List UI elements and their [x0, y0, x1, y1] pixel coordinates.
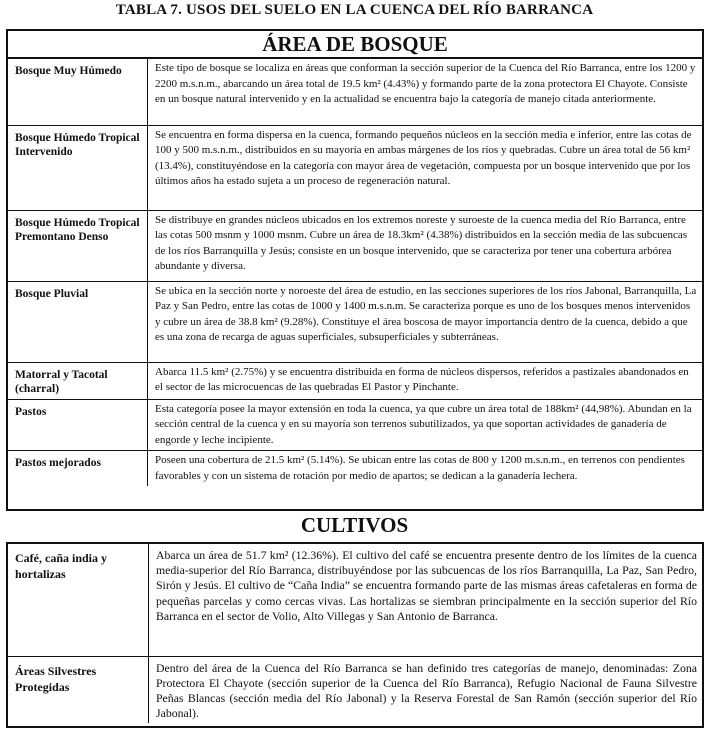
row-label: Pastos: [8, 399, 148, 451]
table-row: [8, 399, 702, 451]
row-label: Matorral y Tacotal (charral): [8, 362, 148, 399]
row-label: Pastos mejorados: [8, 451, 148, 487]
row-text: Dentro del área de la Cuenca del Río Barranca se han definido tres categorías de manejo, denominadas: Zona Protectora El Chayote (sección superior de la Cuenca del Río Barranca), Refugio Nacional de Fauna Silvestre Peñas Blancas (sección media del Río Jabonal) y la Reserva Forestal de San Ramón (sección superior del Río Jabonal).: [149, 656, 703, 723]
row-text: Se distribuye en grandes núcleos ubicados en los extremos noreste y suroeste de la cuenca media del Río Barranca, entre las cotas 500 msnm y 1000 msnm. Cubre un área de 18.3km² (4.38%) distribuidos en la sección media de las subcuencas de los ríos Barranquilla y Jesús; consiste en un bosque intervenido, que se caracteriza por tener una cobertura arbórea abundante y diversa.: [148, 210, 703, 281]
row-text: Poseen una cobertura de 21.5 km² (5.14%). Se ubican entre las cotas de 800 y 1200 m.s.n.m., en terrenos con pendientes favorables y con un sistema de rotación por medio de apartos; se dedican a la ganadería lechera.: [148, 451, 703, 487]
table-row: [8, 125, 702, 210]
row-text: Se encuentra en forma dispersa en la cuenca, formando pequeños núcleos en la sección media e inferior, entre las cotas de 100 y 500 m.s.n.m., distribuidos en su mayoría en ambas márgenes de los ríos y quebradas. Cubre un área total de 56 km² (13.4%), constituyéndose en la categoría con mayor área de vegetación, compuesta por un bosque intervenido que por los últimos años ha estado sujeta a un proceso de regeneración natural.: [148, 125, 703, 210]
row-text: Se ubica en la sección norte y noroeste del área de estudio, en las secciones superiores de los ríos Jabonal, Barranquilla, La Paz y San Pedro, entre las cotas de 1000 y 1400 m.s.n.m. Se caracteriza porque es uno de los bosques menos intervenidos y cubre un área de 38.8 km² (9.28%). Constituye el área boscosa de mayor importancia dentro de la cuenca, debido a que es una zona de recarga de aguas superficiales, subsuperficiales y subterráneas.: [148, 281, 703, 362]
row-label: Bosque Pluvial: [8, 281, 148, 362]
table-row: [8, 656, 702, 723]
row-label: Bosque Húmedo Tropical Premontano Denso: [8, 210, 148, 281]
row-text: Abarca un área de 51.7 km² (12.36%). El cultivo del café se encuentra presente dentro de los límites de la cuenca media-superior del Río Barranca, distribuyéndose por las subcuencas de los ríos Barranquilla, La Paz, San Pedro, Sirón y Jesús. El cultivo de “Caña India” se encuentra formando parte de las mismas áreas cafetaleras en forma de pequeñas parcelas y como cercas vivas. Las hortalizas se siembran principalmente en la sección superior del Río Barranca en el sector de Volio, Alto Villegas y San Antonio de Barranca.: [149, 544, 703, 656]
row-label: Áreas Silvestres Protegidas: [8, 656, 149, 723]
row-text: Abarca 11.5 km² (2.75%) y se encuentra distribuida en forma de núcleos dispersos, referidos a pastizales abandonados en el sector de las microcuencas de las quebradas El Pastor y Pinchante.: [148, 362, 703, 399]
table-row: [8, 544, 702, 656]
forest-table: [8, 59, 702, 486]
crops-table: [8, 544, 702, 723]
forest-area-section: [6, 29, 704, 511]
row-label: Bosque Húmedo Tropical Intervenido: [8, 125, 148, 210]
row-text: Esta categoría posee la mayor extensión en toda la cuenca, ya que cubre un área total de 188km² (44,98%). Abundan en la sección central de la cuenca y en su mayoría son terrenos subutilizados, ya que soportan actividades de ganadería de engorde y leche incipiente.: [148, 399, 703, 451]
table-row: [8, 59, 702, 125]
crops-header: CULTIVOS: [300, 513, 409, 537]
table-row: [8, 451, 702, 487]
row-text: Este tipo de bosque se localiza en áreas que conforman la sección superior de la Cuenca del Río Barranca, entre los 1200 y 2200 m.s.n.m., abarcando un área total de 19.5 km² (4.43%) y formando parte de la zona protectora El Chayote. Consiste en un bosque natural intervenido y en la actualidad se encuentra bajo la categoría de manejo citada anteriormente.: [148, 59, 703, 125]
crops-section: [6, 542, 704, 728]
table-row: [8, 210, 702, 281]
table-row: [8, 362, 702, 399]
forest-area-header: ÁREA DE BOSQUE: [8, 31, 702, 59]
table-row: [8, 281, 702, 362]
table-title: TABLA 7. USOS DEL SUELO EN LA CUENCA DEL RÍO BARRANCA: [115, 2, 594, 18]
row-label: Café, caña india y hortalizas: [8, 544, 149, 656]
row-label: Bosque Muy Húmedo: [8, 59, 148, 125]
